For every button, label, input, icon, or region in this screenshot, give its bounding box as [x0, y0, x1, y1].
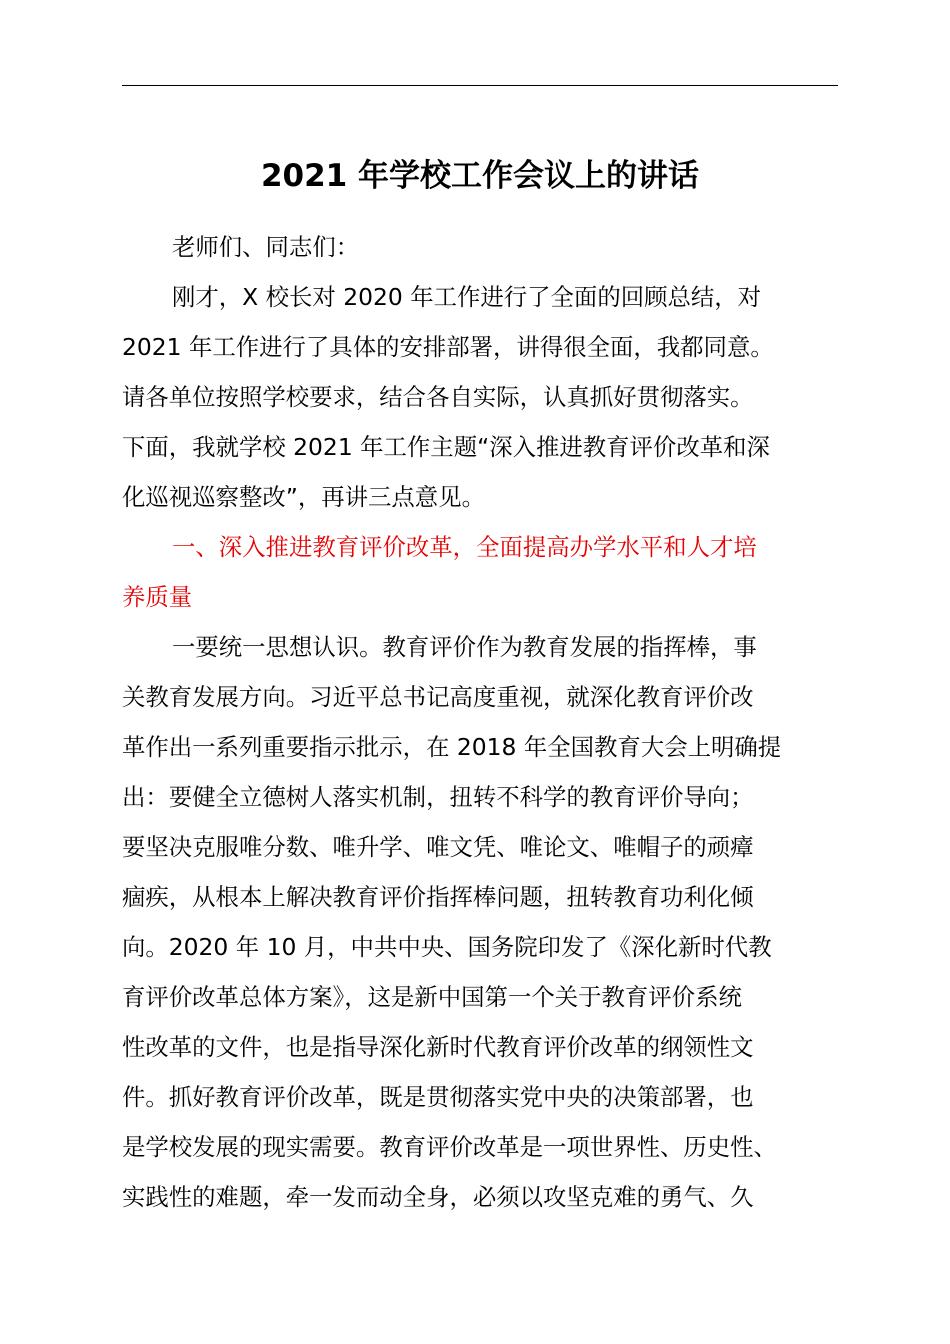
- paragraph-line: 实践性的难题，牵一发而动全身，必须以攻坚克难的勇气、久: [122, 1183, 754, 1211]
- paragraph-line: 是学校发展的现实需要。教育评价改革是一项世界性、历史性、: [122, 1133, 777, 1161]
- paragraph-line: 请各单位按照学校要求，结合各自实际，认真抓好贯彻落实。: [122, 383, 754, 411]
- section-heading: 一、深入推进教育评价改革，全面提高办学水平和人才培: [172, 533, 757, 561]
- section-heading: 养质量: [122, 583, 193, 611]
- paragraph-line: 革作出一系列重要指示批示，在 2018 年全国教育大会上明确提: [122, 733, 782, 761]
- paragraph-line: 痼疾，从根本上解决教育评价指挥棒问题，扭转教育功利化倾: [122, 883, 754, 911]
- paragraph-line: 要坚决克服唯分数、唯升学、唯文凭、唯论文、唯帽子的顽瘴: [122, 833, 754, 861]
- salutation: 老师们、同志们：: [172, 233, 360, 261]
- paragraph-line: 出：要健全立德树人落实机制，扭转不科学的教育评价导向；: [122, 783, 754, 811]
- page-title: 2021 年学校工作会议上的讲话: [260, 158, 700, 194]
- header-rule: [122, 85, 838, 86]
- paragraph-line: 向。2020 年 10 月，中共中央、国务院印发了《深化新时代教: [122, 933, 772, 961]
- paragraph-line: 2021 年工作进行了具体的安排部署，讲得很全面，我都同意。: [122, 333, 774, 361]
- paragraph-line: 育评价改革总体方案》，这是新中国第一个关于教育评价系统: [122, 983, 742, 1011]
- paragraph-line: 刚才，X 校长对 2020 年工作进行了全面的回顾总结，对: [172, 283, 762, 311]
- paragraph-line: 下面，我就学校 2021 年工作主题“深入推进教育评价改革和深: [122, 433, 770, 461]
- paragraph-line: 件。抓好教育评价改革，既是贯彻落实党中央的决策部署，也: [122, 1083, 754, 1111]
- paragraph-line: 关教育发展方向。习近平总书记高度重视，就深化教育评价改: [122, 683, 754, 711]
- paragraph-line: 化巡视巡察整改”，再讲三点意见。: [122, 483, 485, 511]
- paragraph-line: 性改革的文件，也是指导深化新时代教育评价改革的纲领性文: [122, 1033, 754, 1061]
- paragraph-line: 一要统一思想认识。教育评价作为教育发展的指挥棒，事: [172, 633, 757, 661]
